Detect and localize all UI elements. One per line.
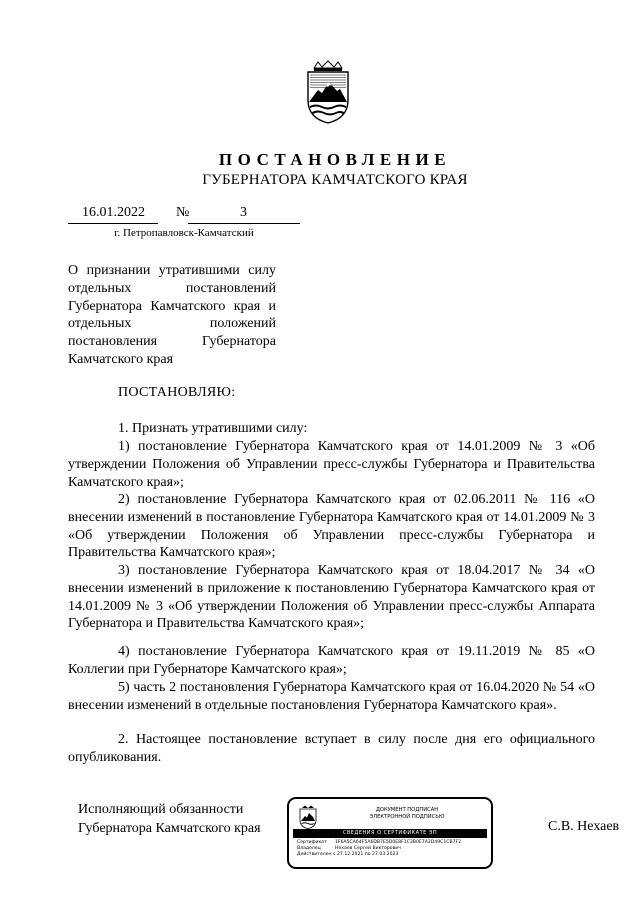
date-number-line: [68, 205, 300, 225]
paragraph-item-5: 5) часть 2 постановления Губернатора Камчатского края от 16.04.2020 № 54 «О внесении изменений в отдельные постановления Губернатора Камчатского края».: [68, 680, 595, 713]
stamp-heading: [329, 807, 485, 821]
document-subject: О признании утратившими силу отдельных постановлений Губернатора Камчатского края и отдельных положений постановления Губернатора Камчатского края: [68, 263, 276, 367]
paragraph-item-1: 1) постановление Губернатора Камчатского края от 14.01.2009 № 3 «Об утверждении Положения об Управлении пресс-службы Губернатора и Правительства Камчатского края»;: [68, 439, 595, 490]
document-number: 3: [240, 205, 247, 220]
stamp-certificate-label: Сертификат: [297, 840, 327, 845]
paragraph-item-2: 2) постановление Губернатора Камчатского края от 02.06.2011 № 116 «О внесении изменений в постановление Губернатора Камчатского края от 14.01.2009 № 3 «Об утверждении Положения об Управлении пресс-службы Губернатора и Правительства Камчатского края»;: [68, 492, 595, 561]
document-date: 16.01.2022: [82, 205, 145, 220]
paragraph-item-3: 3) постановление Губернатора Камчатского края от 18.04.2017 № 34 «О внесении изменений в приложение к постановлению Губернатора Камчатского края от 14.01.2009 № 3 «Об утверждении Положения об Управлении пресс-службы Аппарата Губернатора и Правительства Камчатского края»;: [68, 563, 595, 632]
signatory-position: [78, 800, 261, 838]
stamp-heading-line-2: ЭЛЕКТРОННОЙ ПОДПИСЬЮ: [369, 814, 445, 820]
number-underline: [188, 223, 300, 224]
paragraph-item-4: 4) постановление Губернатора Камчатского края от 19.11.2019 № 85 «О Коллегии при Губернаторе Камчатского края»;: [68, 644, 595, 677]
date-underline: [68, 223, 158, 224]
stamp-heading-line-1: ДОКУМЕНТ ПОДПИСАН: [375, 807, 439, 813]
stamp-certificate-bar: СВЕДЕНИЯ О СЕРТИФИКАТЕ ЭП: [293, 829, 487, 838]
number-sign: №: [176, 205, 190, 220]
stamp-owner-label: Владелец: [297, 846, 321, 851]
signatory-position-line-2: Губернатора Камчатского края: [78, 821, 261, 836]
stamp-owner-value: Нехаев Сергей Викторович: [335, 846, 401, 851]
stamp-certificate-value: 1F6A5CA64F5A6DB7E5D0E8F1C3B0E7A2D49C1CB7F2: [335, 840, 462, 845]
electronic-signature-stamp: [287, 797, 493, 869]
coat-of-arms-icon: [302, 60, 354, 124]
city-label: г. Петропавловск-Камчатский: [114, 227, 254, 239]
document-title: ПОСТАНОВЛЕНИЕ: [218, 150, 452, 169]
signatory-name: С.В. Нехаев: [548, 819, 620, 834]
stamp-validity-row: Действителен с 27.12.2021 по 27.03.2023: [297, 852, 399, 857]
stamp-coat-of-arms-icon: [297, 805, 319, 829]
paragraph-1: 1. Признать утратившими силу:: [118, 421, 308, 436]
document-subtitle: ГУБЕРНАТОРА КАМЧАТСКОГО КРАЯ: [202, 172, 468, 188]
decree-word: ПОСТАНОВЛЯЮ:: [118, 385, 236, 400]
signatory-position-line-1: Исполняющий обязанности: [78, 802, 244, 817]
paragraph-2: 2. Настоящее постановление вступает в силу после дня его официального опубликования.: [68, 732, 595, 765]
